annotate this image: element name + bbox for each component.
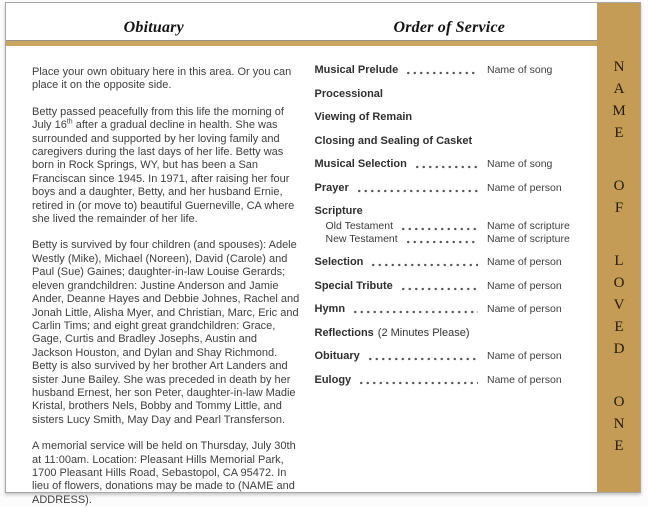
dotted-leader	[405, 240, 478, 244]
service-item-value: Name of person	[487, 373, 562, 386]
service-item-musical-selection	[315, 158, 585, 171]
service-item-value: Name of person	[487, 303, 562, 315]
service-item-label: Special Tribute	[314, 279, 393, 292]
gold-side-panel	[597, 3, 640, 492]
service-subitem-new-testament	[315, 233, 585, 246]
service-item-value: Name of person	[487, 256, 562, 268]
service-item-value: Name of person	[487, 279, 562, 292]
service-item-label: Obituary	[314, 350, 360, 362]
obituary-placeholder-paragraph: Place your own obituary here in this area. Or you can place it on the opposite side.	[32, 66, 292, 92]
column-headers-row	[6, 3, 597, 40]
service-item-label: Viewing of Remain	[314, 111, 413, 123]
name-of-loved-one-vertical-text: NAME OF LOVED ONE	[611, 59, 627, 460]
content-columns	[6, 46, 597, 506]
obituary-column	[6, 46, 302, 506]
service-item-selection	[315, 256, 585, 269]
service-item-label: Prayer	[314, 181, 349, 194]
dotted-leader	[352, 310, 478, 314]
service-item-processional	[315, 88, 585, 101]
service-item-value: Name of person	[487, 350, 562, 362]
service-item-value: Name of scripture	[487, 220, 570, 232]
dotted-leader	[400, 227, 478, 231]
service-item-scripture	[315, 205, 585, 218]
dotted-leader	[356, 189, 478, 193]
order-of-service-header: Order of Service	[393, 19, 506, 36]
service-item-closing-casket	[315, 135, 585, 148]
service-item-label: Selection	[314, 256, 364, 268]
dotted-leader	[358, 381, 478, 385]
dotted-leader	[367, 357, 478, 361]
obituary-paragraph-text: after a gradual decline in health. She was surrounded and supported by her loving family and caregivers during the last days of her life. Betty was born in Rock Springs, WY, but has been a San Franciscan since 1945. In 1971, after raising her four boys and a daughter, Betty, and her husband Ernie, retired in (or move to) beautiful Guerneville, CA where she lived the remainder of her life.	[32, 119, 295, 226]
dotted-leader	[400, 287, 478, 291]
service-item-label: Scripture	[314, 205, 363, 217]
service-item-label: Old Testament	[325, 220, 394, 232]
obituary-paragraph	[32, 106, 300, 227]
order-of-service-column	[302, 46, 598, 492]
service-item-eulogy	[315, 374, 585, 387]
dotted-leader	[414, 165, 478, 169]
service-item-hymn	[315, 303, 585, 316]
obituary-paragraph-text: Betty passed peacefully from this life the morning of July 16	[32, 105, 284, 132]
service-subitem-old-testament	[315, 220, 585, 233]
service-item-label: Musical Selection	[314, 158, 407, 170]
service-item-prayer	[315, 182, 585, 195]
funeral-program-sheet	[5, 2, 641, 506]
service-item-label: Hymn	[314, 303, 346, 315]
service-item-label: Processional	[314, 87, 383, 100]
service-item-note: (2 Minutes Please)	[377, 326, 470, 339]
service-item-label: New Testament	[325, 233, 398, 245]
service-item-viewing-of-remain	[315, 111, 585, 124]
program-main-area	[6, 3, 597, 506]
obituary-paragraph: A memorial service will be held on Thursday, July 30th at 11:00am. Location: Pleasant Hills Memorial Park, 1700 Pleasant Hills Road, Sebastopol, CA 95472. In lieu of flowers, donations may be made to (NAME and ADDRESS).	[32, 440, 296, 506]
dotted-leader	[405, 71, 478, 75]
service-item-label: Reflections	[314, 326, 374, 339]
obituary-paragraph: Betty is survived by four children (and spouses): Adele Westly (Mike), Michael (Noreen), David (Carole) and Paul (Sue) Gaines; daughter-in-law Louise Gerards; eleven grandchildren: Justine Anderson and Jamie Ander, Deanne Hayes and Debbie Johnes, Rachel and Jonah Little, Alisha Myer, and Christian, Marc, Eric and Carlin Tims; and eight great grandchildren: Grace, Gage, Curtis and Bradley Josephs, Austin and Jackson Houston, and Dylan and Shay Richmond. Betty is also survived by her brother Art Landers and sister June Bailey. She was preceded in death by her husband Ernest, her son Peter, daughter-in-law Madie Kristal, brothers Nels, Bobby and Tommy Little, and sisters Lucy Smith, May Day and Pearl Transferson.	[32, 239, 300, 426]
service-item-label: Closing and Sealing of Casket	[314, 134, 473, 147]
service-item-value: Name of person	[487, 181, 562, 194]
service-item-musical-prelude	[315, 64, 585, 77]
service-item-special-tribute	[315, 280, 585, 293]
service-item-label: Musical Prelude	[314, 64, 399, 76]
service-item-value: Name of song	[487, 64, 553, 76]
obituary-header: Obituary	[123, 19, 184, 36]
service-item-value: Name of scripture	[487, 233, 570, 245]
ordinal-superscript: th	[66, 118, 73, 126]
service-item-reflections	[315, 327, 585, 340]
service-item-label: Eulogy	[314, 373, 352, 386]
dotted-leader	[370, 263, 478, 267]
service-item-value: Name of song	[487, 158, 553, 170]
service-item-obituary	[315, 350, 585, 363]
